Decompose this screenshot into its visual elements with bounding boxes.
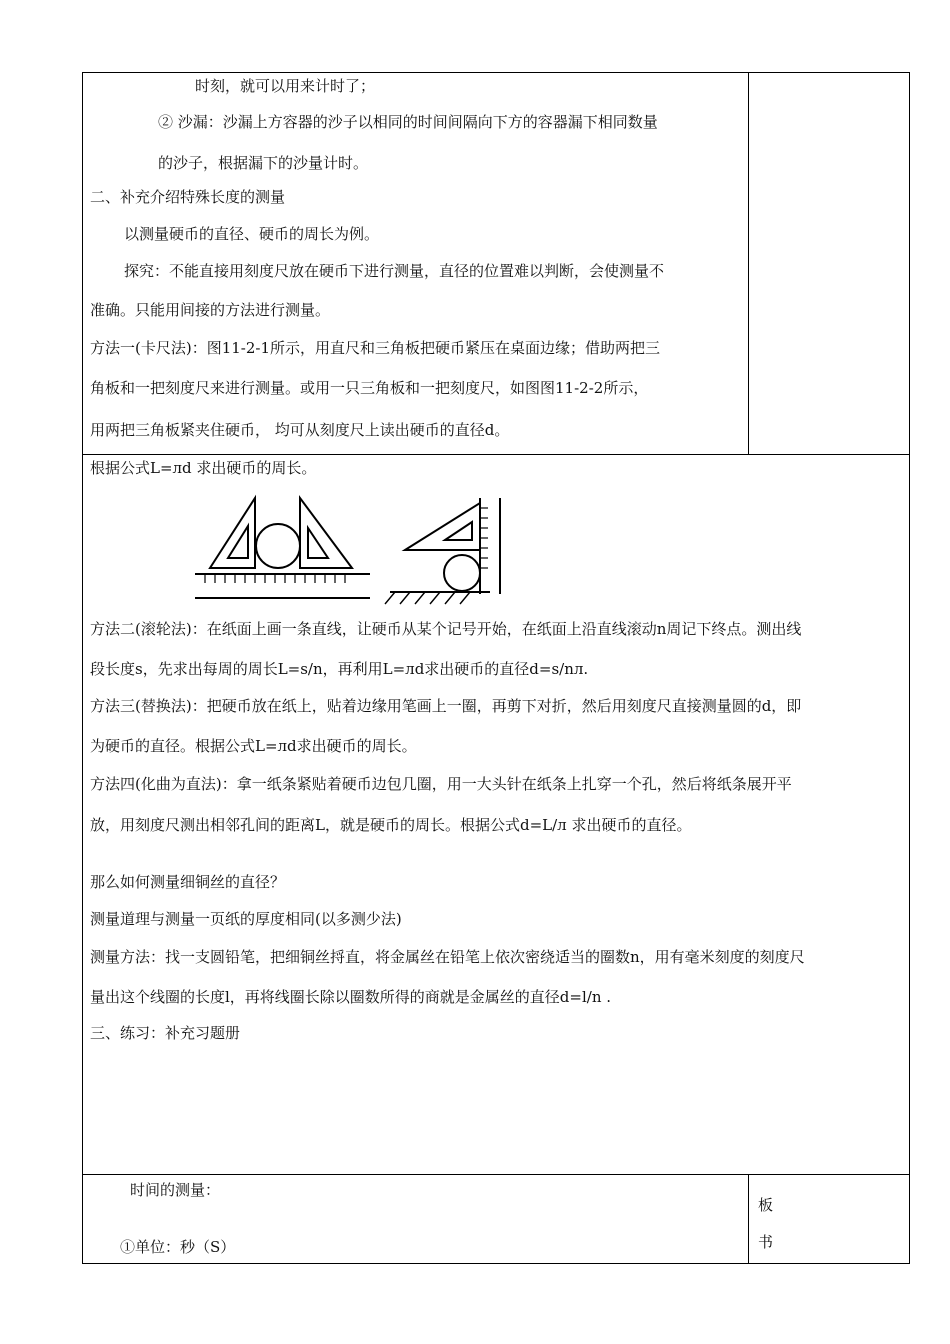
row-divider-1: [82, 454, 910, 455]
text-line: 那么如何测量细铜丝的直径？: [90, 873, 286, 891]
text-line: 测量道理与测量一页纸的厚度相同(以多测少法): [90, 910, 402, 928]
text-line: 方法一(卡尺法)：图11-2-1所示，用直尺和三角板把硬币紧压在桌面边缘；借助两把三: [90, 339, 661, 357]
text-line: 方法二(滚轮法)：在纸面上画一条直线，让硬币从某个记号开始，在纸面上沿直线滚动n周记下终点。测出线: [90, 620, 802, 638]
text-line: 时刻，就可以用来计时了；: [195, 77, 376, 95]
column-divider-bottom: [748, 1174, 749, 1264]
side-label: 书: [758, 1233, 774, 1251]
text-line: 用两把三角板紧夹住硬币， 均可从刻度尺上读出硬币的直径d。: [90, 421, 510, 439]
board-title: 时间的测量：: [130, 1181, 221, 1199]
text-line: 测量方法：找一支圆铅笔，把细铜丝捋直，将金属丝在铅笔上依次密绕适当的圈数n，用有毫米刻度的刻度尺: [90, 948, 805, 966]
text-line: 段长度s，先求出每周的周长L=s/n，再利用L=лd求出硬币的直径d=s/nл.: [90, 660, 589, 678]
text-line: 为硬币的直径。根据公式L=лd求出硬币的周长。: [90, 737, 417, 755]
text-line: 准确。只能用间接的方法进行测量。: [90, 301, 331, 319]
text-line: 方法四(化曲为直法)：拿一纸条紧贴着硬币边包几圈，用一大头针在纸条上扎穿一个孔，然后将纸条展开平: [90, 775, 792, 793]
text-line: 角板和一把刻度尺来进行测量。或用一只三角板和一把刻度尺，如图图11-2-2所示，: [90, 379, 649, 397]
board-unit: ①单位：秒（S）: [120, 1238, 236, 1256]
text-line: 放，用刻度尺测出相邻孔间的距离L，就是硬币的周长。根据公式d=L/л 求出硬币的直径。: [90, 816, 692, 834]
text-line: 探究：不能直接用刻度尺放在硬币下进行测量，直径的位置难以判断，会使测量不: [124, 262, 665, 280]
text-line: 的沙子，根据漏下的沙量计时。: [158, 154, 369, 172]
text-line: 量出这个线圈的长度l，再将线圈长除以圈数所得的商就是金属丝的直径d=l/n .: [90, 988, 612, 1006]
text-line: 方法三(替换法)：把硬币放在纸上，贴着边缘用笔画上一圈，再剪下对折，然后用刻度尺直接测量圆的d，即: [90, 697, 802, 715]
text-line: ② 沙漏：沙漏上方容器的沙子以相同的时间间隔向下方的容器漏下相同数量: [158, 113, 658, 131]
section-heading: 三、练习：补充习题册: [90, 1024, 241, 1042]
caliper-figure: [190, 488, 520, 608]
side-label: 板: [758, 1196, 774, 1214]
text-line: 根据公式L=лd 求出硬币的周长。: [90, 459, 317, 477]
row-divider-2: [82, 1174, 910, 1175]
column-divider-top: [748, 72, 749, 455]
text-line: 以测量硬币的直径、硬币的周长为例。: [124, 225, 380, 243]
section-heading: 二、补充介绍特殊长度的测量: [90, 188, 286, 206]
